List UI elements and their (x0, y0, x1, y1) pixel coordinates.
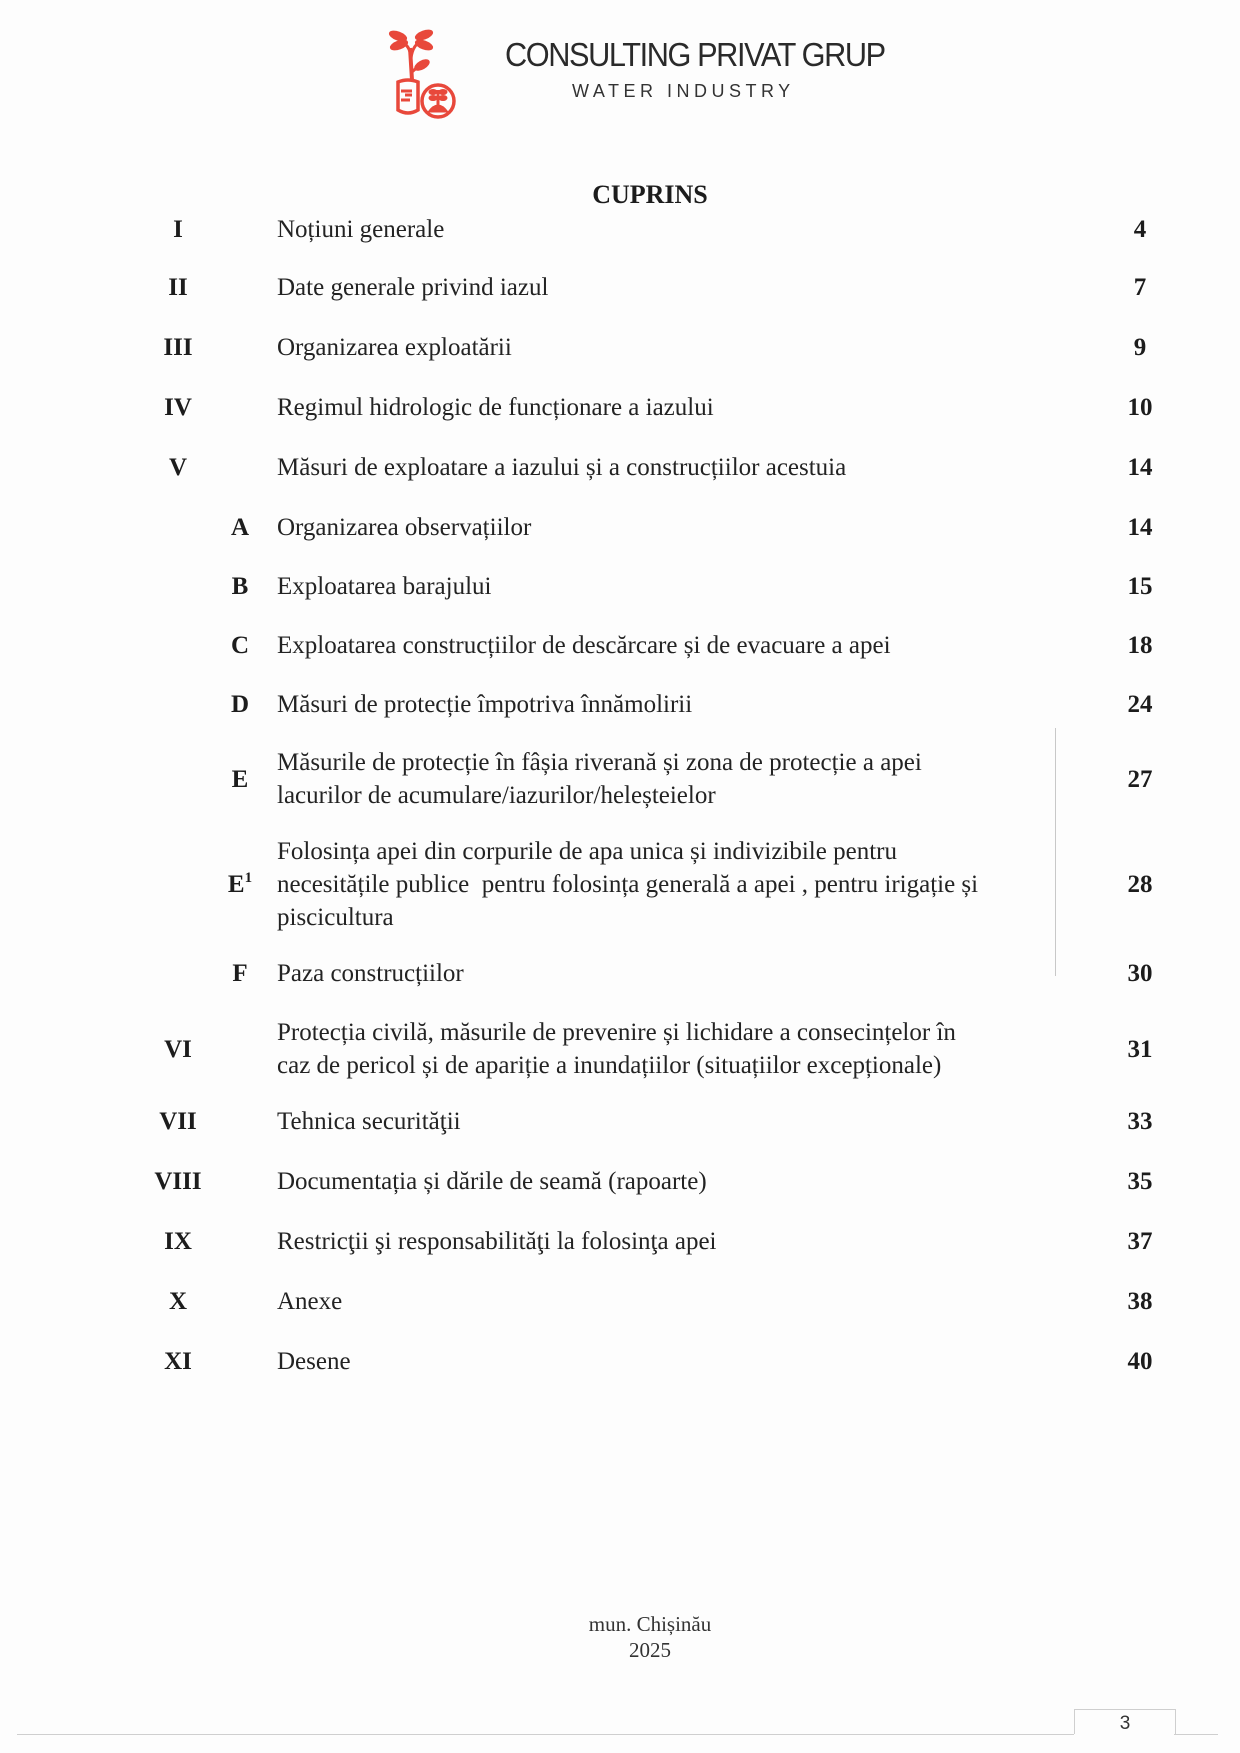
toc-entry-title (277, 1225, 1077, 1258)
toc-section-letter (220, 868, 260, 901)
toc-entry-title-line: Organizarea exploatării (277, 334, 512, 361)
toc-chapter-number: VII (159, 1108, 197, 1135)
page-number: 3 (1074, 1709, 1176, 1734)
toc-entry-title-line: piscicultura (277, 904, 394, 931)
toc-chapter-number: X (168, 1288, 188, 1315)
toc-entry-title-line: Documentația și dările de seamă (rapoarte) (277, 1168, 707, 1195)
toc-entry-title-line: Protecția civilă, măsurile de prevenire și lichidare a consecințelor în (277, 1019, 956, 1046)
toc-section-letter (220, 570, 260, 603)
toc-entry-title-line: Tehnica securităţii (277, 1108, 461, 1135)
toc-section-letter (220, 957, 260, 990)
toc-title: CUPRINS (592, 180, 708, 209)
toc-entry-title-line: Folosința apei din corpurile de apa unica și indivizibile pentru (277, 838, 897, 865)
footer-rule-left (17, 1734, 1074, 1735)
toc-entry-title (277, 331, 1077, 364)
toc-chapter-number: IV (164, 394, 192, 421)
toc-chapter-number: XI (164, 1348, 192, 1375)
toc-section-letter-text: C (230, 632, 250, 659)
toc-page-number: 10 (1127, 394, 1153, 421)
toc-section-letter-text: A (230, 514, 250, 541)
plant-logo-icon (386, 28, 458, 120)
footer-year: 2025 (629, 1638, 671, 1662)
toc-entry-title (277, 746, 1077, 812)
toc-entry-title-line: Restricţii şi responsabilităţi la folosinţa apei (277, 1228, 717, 1255)
toc-section-letter-text: D (230, 691, 250, 718)
toc-entry-title (277, 391, 1077, 424)
toc-section-letter-text: E (231, 765, 249, 793)
toc-entry-title-line: Exploatarea barajului (277, 573, 492, 600)
toc-entry-title (277, 835, 1077, 934)
toc-entry-title-line: lacurilor de acumulare/iazurilor/heleșteielor (277, 782, 716, 809)
toc-chapter-number: IX (164, 1228, 192, 1255)
toc-page-number: 18 (1127, 632, 1153, 659)
toc-entry-title (277, 213, 1077, 246)
toc-chapter-number: VIII (154, 1168, 202, 1195)
toc-chapter-number: III (163, 334, 193, 361)
toc-section-letter (220, 629, 260, 662)
toc-entry-title-line: Măsuri de exploatare a iazului și a construcțiilor acestuia (277, 454, 847, 481)
toc-page-number: 28 (1127, 871, 1153, 898)
toc-page-number: 4 (1133, 216, 1147, 243)
toc-entry-title-line: necesitățile publice pentru folosința generală a apei , pentru irigație și (277, 871, 979, 898)
toc-page-number: 33 (1127, 1108, 1153, 1135)
company-name: CONSULTING PRIVAT GRUP (505, 36, 885, 73)
toc-page-number: 37 (1127, 1228, 1153, 1255)
toc-page-number: 24 (1127, 691, 1153, 718)
toc-entry-title-line: Organizarea observațiilor (277, 514, 532, 541)
toc-entry-title (277, 688, 1077, 721)
toc-entry-title-line: Desene (277, 1348, 351, 1375)
toc-page-number: 14 (1127, 454, 1153, 481)
toc-page-number: 14 (1127, 514, 1153, 541)
toc-section-letter-text: B (231, 573, 249, 600)
toc-entry-title (277, 1016, 1077, 1082)
toc-entry-title (277, 511, 1077, 544)
toc-page-number: 38 (1127, 1288, 1153, 1315)
toc-section-letter (220, 763, 260, 796)
scan-artifact-line (1055, 728, 1056, 976)
toc-entry-title-line: Anexe (277, 1288, 343, 1315)
toc-entry-title-line: Date generale privind iazul (277, 274, 549, 301)
toc-page-number: 9 (1133, 334, 1147, 361)
toc-page-number: 31 (1127, 1035, 1153, 1063)
toc-page-number: 35 (1127, 1168, 1153, 1195)
toc-chapter-number: VI (164, 1035, 192, 1063)
toc-entry-title-line: Măsurile de protecție în fâșia riverană și zona de protecție a apei (277, 749, 922, 776)
toc-entry-title (277, 271, 1077, 304)
footer-rule-right (1174, 1734, 1218, 1735)
toc-chapter-number: V (168, 454, 188, 481)
toc-entry-title (277, 570, 1077, 603)
toc-page-number: 40 (1127, 1348, 1153, 1375)
toc-entry-title (277, 1345, 1077, 1378)
toc-entry-title-line: caz de pericol și de apariție a inundațiilor (situațiilor excepționale) (277, 1052, 942, 1079)
toc-entry-title-line: Noțiuni generale (277, 216, 445, 243)
toc-entry-title-line: Măsuri de protecție împotriva înnămolirii (277, 691, 693, 718)
toc-section-letter (220, 688, 260, 721)
footer-city: mun. Chișinău (588, 1612, 712, 1636)
toc-entry-title (277, 1165, 1077, 1198)
toc-entry-title (277, 957, 1077, 990)
toc-section-letter (220, 511, 260, 544)
toc-page-number: 27 (1127, 765, 1153, 793)
toc-entry-title-line: Exploatarea construcțiilor de descărcare și de evacuare a apei (277, 632, 891, 659)
toc-entry-title (277, 1285, 1077, 1318)
company-header (505, 36, 913, 101)
toc-chapter-number: I (173, 216, 183, 243)
footer-place (0, 1611, 1240, 1663)
toc-page-number: 15 (1127, 573, 1153, 600)
toc-entry-title (277, 1105, 1077, 1138)
toc-page-number: 30 (1127, 960, 1153, 987)
toc-entry-title (277, 451, 1077, 484)
toc-section-letter-text: E (227, 871, 245, 898)
toc-entry-title (277, 629, 1077, 662)
toc-chapter-number: II (168, 274, 188, 301)
toc-entry-title-line: Regimul hidrologic de funcționare a iazului (277, 394, 714, 421)
company-subtitle: WATER INDUSTRY (572, 81, 795, 101)
toc-entry-title-line: Paza construcțiilor (277, 960, 464, 987)
toc-page-number: 7 (1133, 274, 1147, 301)
toc-section-letter-text: F (232, 960, 248, 987)
toc-section-superscript: 1 (244, 870, 253, 886)
